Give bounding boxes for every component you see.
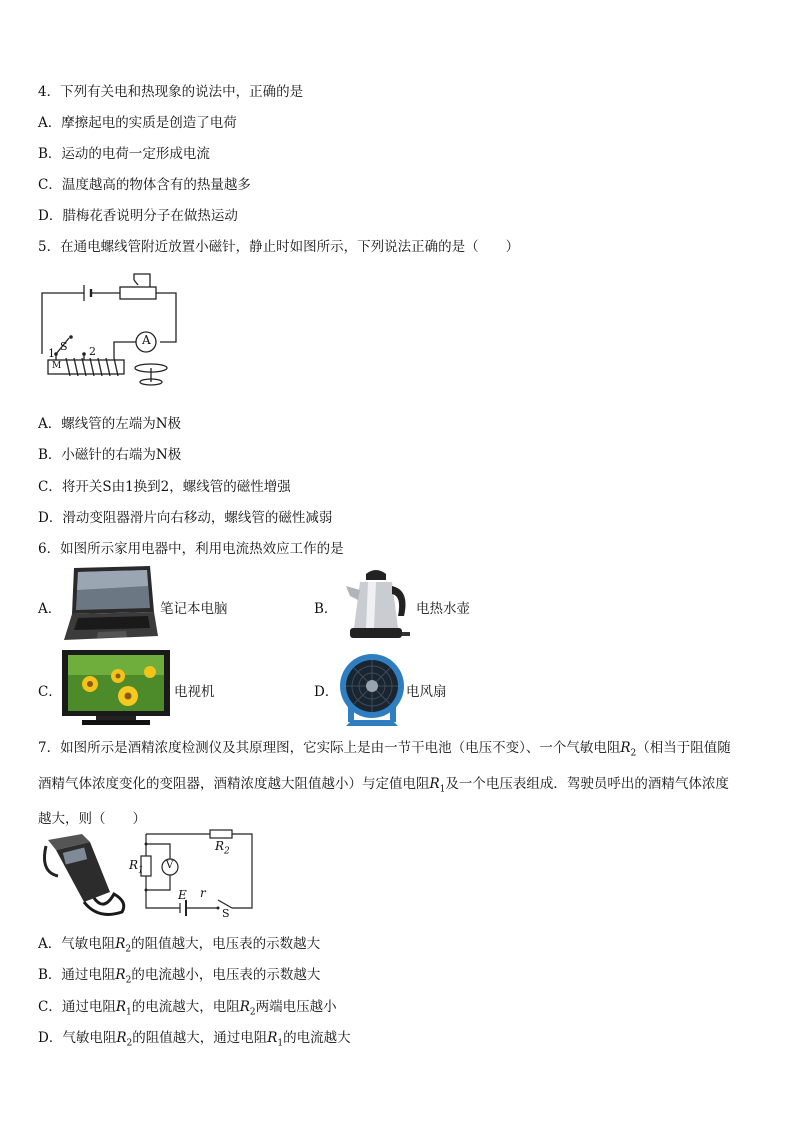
q6-option-a-name: 笔记本电脑 <box>160 601 228 617</box>
q6-option-b-name: 电热水壶 <box>416 601 470 617</box>
solenoid-circuit-diagram <box>38 272 188 397</box>
q5-option-a: A．螺线管的左端为N极 <box>38 416 182 432</box>
q7-stem-part-3: 酒精气体浓度变化的变阻器，酒精浓度越大阻值越小）与定值电阻 <box>38 775 430 792</box>
q5-option-b: B．小磁针的右端为N极 <box>38 447 182 463</box>
q6-option-c-letter: C． <box>38 684 62 700</box>
voltmeter-label: V <box>166 860 174 871</box>
q4-stem: 4．下列有关电和热现象的说法中，正确的是 <box>38 84 304 100</box>
contact-1-label: 1 <box>48 347 55 360</box>
switch-s-label: S <box>222 907 230 920</box>
q4-option-b: B．运动的电荷一定形成电流 <box>38 146 210 162</box>
q6-option-d-letter: D． <box>314 684 339 700</box>
q5-option-c: C．将开关S由1换到2，螺线管的磁性增强 <box>38 479 291 495</box>
q7-stem-r1-sub: 1 <box>439 784 446 795</box>
solenoid-circuit-figure <box>38 272 188 397</box>
electric-fan-icon <box>338 650 406 730</box>
breathalyzer-circuit-figure <box>128 826 258 918</box>
kettle-image <box>338 566 414 644</box>
q7-stem-r1: R <box>429 775 440 792</box>
switch-label: S <box>60 340 68 353</box>
core-label: M <box>52 361 62 371</box>
q7-stem-r2: R <box>620 740 631 756</box>
q7-stem-part-2: （相当于阻值随 <box>636 740 731 756</box>
q7-stem <box>38 733 758 834</box>
q7-option-a: A．气敏电阻$R_2$的阻值越大，电压表的示数越大 <box>38 936 321 955</box>
q5-option-d: D．滑动变阻器滑片向右移动，螺线管的磁性减弱 <box>38 510 333 526</box>
q4-option-a: A．摩擦起电的实质是创造了电荷 <box>38 115 237 131</box>
laptop-icon <box>62 566 158 642</box>
q6-option-d-name: 电风扇 <box>406 684 447 700</box>
q7-stem-r2-sub: 2 <box>630 748 637 759</box>
q7-option-c: C．通过电阻$R_1$的电流越大，电阻$R_2$两端电压越小 <box>38 999 337 1018</box>
contact-2-label: 2 <box>89 345 96 358</box>
breathalyzer-circuit-diagram <box>128 826 258 918</box>
q7-stem-part-4: 及一个电压表组成．驾驶员呼出的酒精气体浓度 <box>445 775 729 792</box>
circuit-r1-label: $R_1$ <box>129 858 144 876</box>
internal-resistance-label: r <box>200 886 206 900</box>
q4-option-d: D．腊梅花香说明分子在做热运动 <box>38 208 238 224</box>
q6-option-b-letter: B． <box>314 601 338 617</box>
q5-stem: 5．在通电螺线管附近放置小磁针，静止时如图所示，下列说法正确的是（ ） <box>38 239 520 255</box>
breathalyzer-icon <box>38 832 130 924</box>
q4-option-c: C．温度越高的物体含有的热量越多 <box>38 177 251 193</box>
kettle-icon <box>338 566 414 644</box>
q6-stem: 6．如图所示家用电器中，利用电流热效应工作的是 <box>38 541 344 557</box>
q7-stem-part-1: 7．如图所示是酒精浓度检测仪及其原理图，它实际上是由一节干电池（电压不变）、一个气敏电阻 <box>38 740 621 756</box>
q7-option-d: D．气敏电阻$R_2$的阻值越大，通过电阻$R_1$的电流越大 <box>38 1030 351 1049</box>
circuit-r2-label: $R_2$ <box>215 839 230 857</box>
ammeter-label: A <box>142 333 151 347</box>
electric-fan-image <box>338 650 406 730</box>
television-image <box>62 650 170 726</box>
q7-option-b: B．通过电阻$R_2$的电流越小，电压表的示数越大 <box>38 967 321 986</box>
q7-stem-part-5: 越大，则（ ） <box>38 811 146 828</box>
q6-option-c-name: 电视机 <box>174 684 215 700</box>
q6-option-a-letter: A． <box>38 601 62 617</box>
breathalyzer-image <box>38 832 130 924</box>
laptop-image <box>62 566 158 642</box>
television-icon <box>62 650 170 726</box>
emf-label: E <box>178 888 187 902</box>
